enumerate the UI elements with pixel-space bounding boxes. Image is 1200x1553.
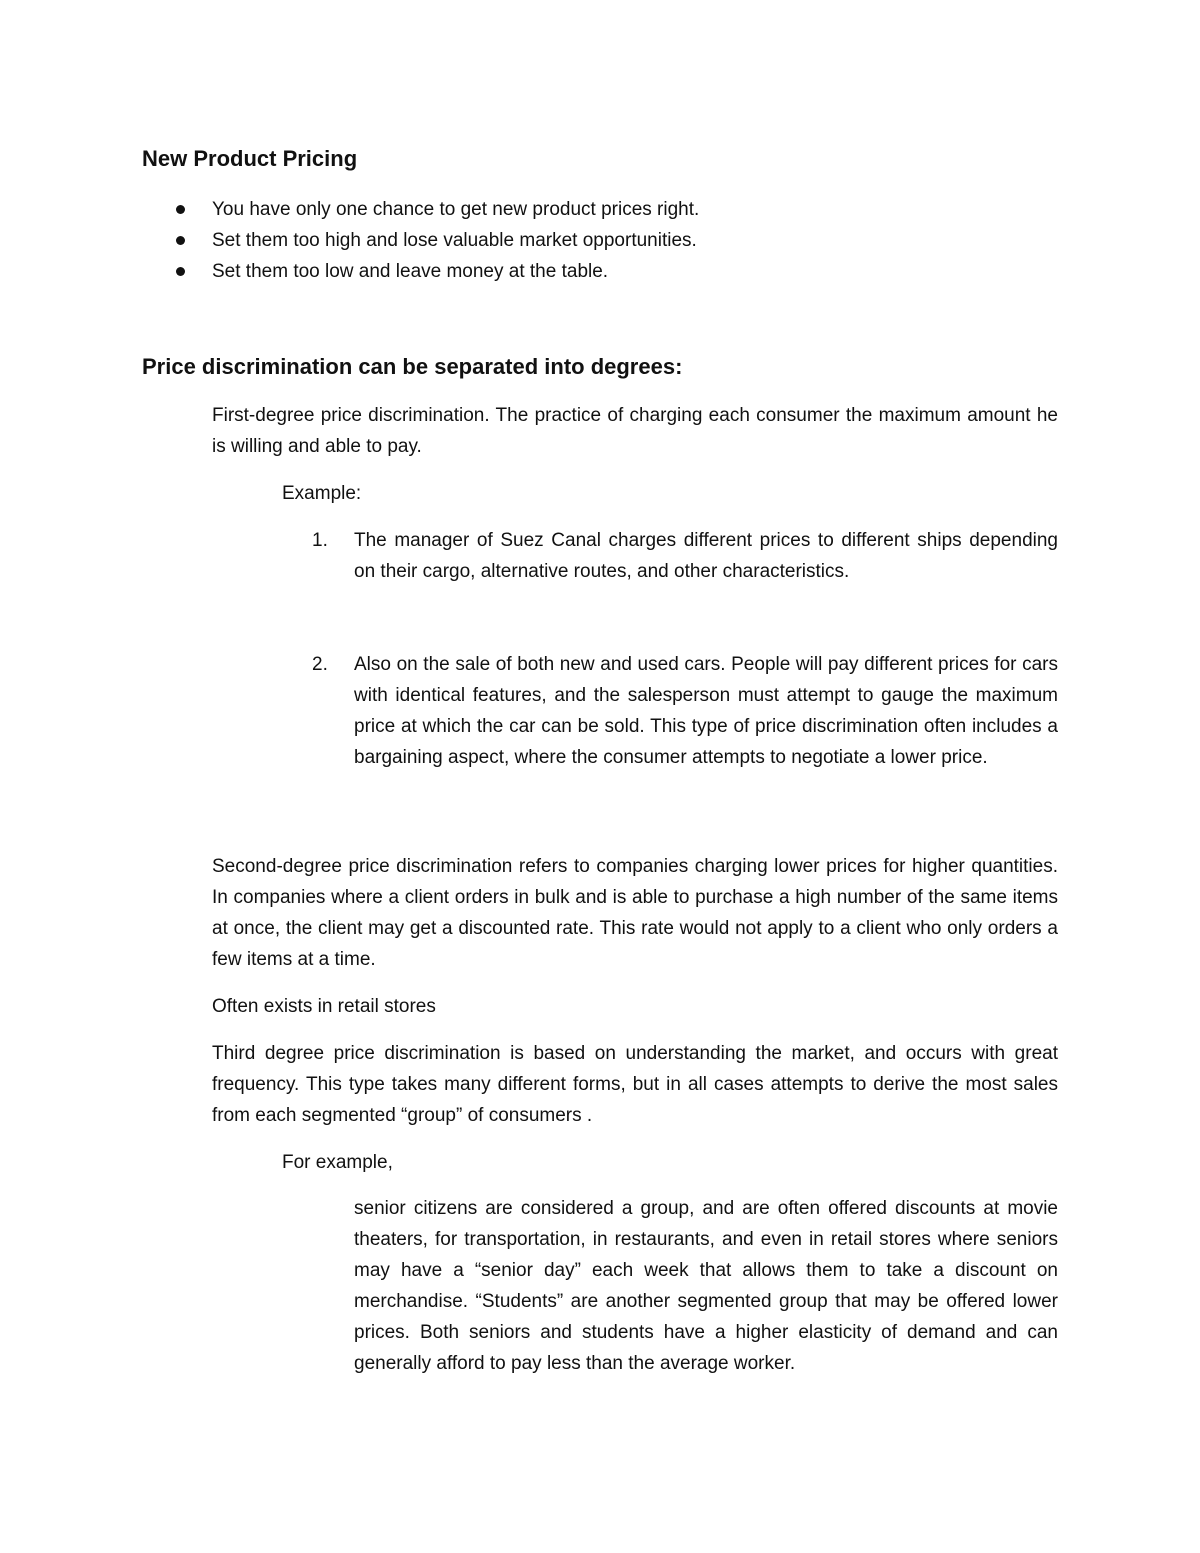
- example-text: The manager of Suez Canal charges different prices to different ships depending on their cargo, alternative routes, and other characteristics.: [354, 530, 1058, 582]
- retail-note: Often exists in retail stores: [212, 996, 436, 1017]
- list-number: 2.: [312, 654, 328, 675]
- first-degree-paragraph: First-degree price discrimination. The practice of charging each consumer the maximum amount he is willing and able to pay.: [212, 405, 1058, 457]
- bullet-icon: [176, 236, 185, 245]
- example-label: Example:: [282, 483, 362, 504]
- section-title-price-discrimination: Price discrimination can be separated into degrees:: [142, 354, 683, 379]
- second-degree-paragraph: Second-degree price discrimination refers to companies charging lower prices for higher quantities. In companies where a client orders in bulk and is able to purchase a high number of the same items at once, the client may get a discounted rate. This rate would not apply to a client who only orders a few items at a time.: [212, 856, 1058, 970]
- list-item: [172, 194, 699, 225]
- bullet-text: You have only one chance to get new product prices right.: [212, 199, 700, 220]
- bullet-icon: [176, 205, 185, 214]
- list-item: [172, 256, 699, 287]
- list-item: [172, 225, 699, 256]
- for-example-label: For example,: [282, 1152, 393, 1173]
- bullet-text: Set them too low and leave money at the table.: [212, 261, 609, 282]
- example-text: Also on the sale of both new and used cars. People will pay different prices for cars with identical features, and the salesperson must attempt to gauge the maximum price at which the car can be sold. This type of price discrimination often includes a bargaining aspect, where the consumer attempts to negotiate a lower price.: [354, 654, 1058, 768]
- senior-example-paragraph: senior citizens are considered a group, and are often offered discounts at movie theaters, for transportation, in restaurants, and even in retail stores where seniors may have a “senior day” each week that allows them to take a discount on merchandise. “Students” are another segmented group that may be offered lower prices. Both seniors and students have a higher elasticity of demand and can generally afford to pay less than the average worker.: [354, 1198, 1058, 1374]
- bullet-icon: [176, 267, 185, 276]
- third-degree-paragraph: Third degree price discrimination is based on understanding the market, and occurs with great frequency. This type takes many different forms, but in all cases attempts to derive the most sales from each segmented “group” of consumers .: [212, 1043, 1058, 1126]
- list-number: 1.: [312, 530, 328, 551]
- bullet-text: Set them too high and lose valuable market opportunities.: [212, 230, 697, 251]
- pricing-bullet-list: [172, 194, 699, 287]
- section-title-new-product-pricing: New Product Pricing: [142, 146, 358, 171]
